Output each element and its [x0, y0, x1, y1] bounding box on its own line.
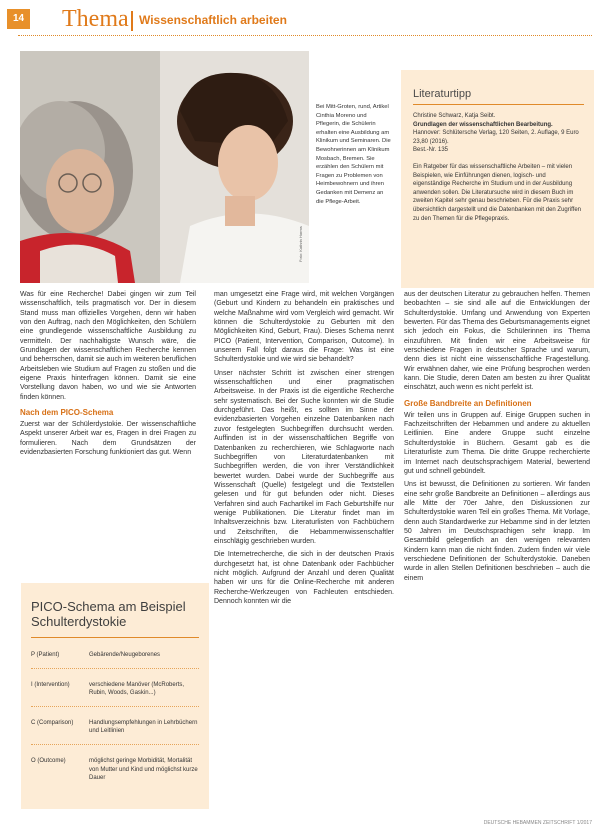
paragraph: aus der deutschen Literatur zu gebrauchen helfen. Themen beobachten – sie sind alle auf die Entwicklungen der Schulterdystokie. Umfang und Anwendung von Experten bewerten. Für das Thema des Geburtsmanagements eignet sich jedoch ein Fokus, die Schülerinnen ins Thema einzuführen. Mit finden wir eine Arbeitsweise für verschiedene Fragen in deutscher Sprache und warum, denn dies ist nicht eine wissenschaftliche Fragestellung. Wir erwähnen daher, wie eine Prüfung besprochen werden kann. Die Studie, deren Daten am besten zu ihrer Qualität einschätzt, auch wenn es nicht perfekt ist.	[404, 291, 590, 392]
paragraph: Die Internetrecherche, die sich in der deutschen Praxis durchgesetzt hat, ist ohne Datenbank oder Fachbücher nicht möglich. Aufgrund der Anzahl und deren Qualität haben wir uns für die Online-Recherche mit anderen Recherche-Werkzeugen von Fachleuten entschieden. Dennoch konnten wir die	[214, 551, 394, 605]
literaturtipp-publisher: Hannover: Schlütersche Verlag, 120 Seiten, 2. Auflage, 9 Euro 23,80 (2016).	[413, 130, 579, 145]
pico-key: P (Patient)	[31, 652, 60, 658]
literaturtipp-text: Ein Ratgeber für das wissenschaftliche Arbeiten – mit vielen Beispielen, wie Einführungen dienen, logisch- und eigenständige Recherche im Studium und in der Ausbildung anwenden sollen. Die Literatursuche wird in diesem Buch im zweiten Kapitel sehr genau beschrieben. Für die Praxis sehr übersichtlich dargestellt und die Datenbanken mit den Zugriffen zu den Themen für die Pflegepraxis.	[413, 163, 581, 222]
literaturtipp-book-title: Grundlagen der wissenschaftlichen Bearbeitung.	[413, 121, 553, 128]
paragraph: Unser nächster Schritt ist zwischen einer strengen wissenschaftlichen und einer pragmatischen Arbeitsweise. In der Praxis ist die eigentliche Recherche sehr systematisch. Bei der Suche konnten wir die Studie durchgeführt. Das heißt, es sollten im Sinne der evidenzbasierten Vorgehen einzelne Datenbanken nach zuvor festgelegten Suchbegriffen durchsucht werden. Auffinden ist in der wissenschaftlichen Begriffe von Datenbanken zu recherchieren, wie Schlagworte nach Suchbegriffen von Literaturdatenbanken mit Suchbegriffen werden, die von ihrer Verständlichkeit bewertet wurden. Dabei wurde der Suchbegriffe aus Wissenschaft (Quelle) festgelegt und die Textstellen gelesen und für gut befunden oder nicht. Dieses Verfahren sind auch Fachartikel im Fach Geburtshilfe nur wenige Publikationen. Die Literatur findet man im Inhaltsverzeichnis bzw. Literaturlisten von Fachbüchern und Zeitschriften, die Hebammenwissenschaftler einschlägig geschrieben wurden.	[214, 369, 394, 545]
header-separator	[131, 11, 133, 31]
page-footer: DEUTSCHE HEBAMMEN ZEITSCHRIFT 1/2017	[483, 820, 592, 826]
paragraph: man umgesetzt eine Frage wird, mit welchen Vorgängen (Geburt und Kindern zu behandeln ein praktisches und welche Maßnahme wird vom Vergleich wird gemacht. Wir können die Schulterdystokie zu Geburten mit den Möglichkeiten Kind, Geburt, Frau). Dieses Schema nennt PICO (Patient, Intervention, Comparison, Outcome). In unserem Fall folgt daraus die Frage: Was ist eine Schulterdystokie und wie wird sie behandelt?	[214, 291, 394, 364]
photo-credit: Foto: Kathrin Harms	[298, 226, 303, 262]
literaturtipp-title: Literaturtipp	[413, 88, 472, 100]
literaturtipp-rule	[413, 104, 584, 105]
literaturtipp-isbn: Best.-Nr. 135	[413, 147, 449, 154]
pico-key: O (Outcome)	[31, 757, 66, 764]
subheading: Große Bandbreite an Definitionen	[404, 398, 532, 408]
pico-value: Handlungsempfehlungen in Lehrbüchern und Leitlinien	[89, 719, 198, 735]
subheading: Nach dem PICO-Schema	[20, 408, 114, 418]
pico-row	[31, 648, 199, 669]
section-subtitle: Wissenschaftlich arbeiten	[139, 13, 287, 27]
text-column-3	[404, 290, 590, 583]
text-column-2	[214, 290, 394, 606]
article-photo	[20, 51, 309, 283]
text-column-1	[20, 290, 196, 458]
pico-rule	[31, 637, 199, 638]
paragraph: Zuerst war der Schülerdystokie. Der wissenschaftliche Aspekt unserer Arbeit war es, Fragen in drei Fragen zu formulieren. Nach dem Grundsätzen der evidenzbasierten Forschung funktioniert das gut. Wenn	[20, 421, 196, 457]
pico-schema-box	[21, 583, 209, 809]
paragraph: Uns ist bewusst, die Definitionen zu sortieren. Wir fanden eine sehr große Bandbreite an Definitionen – allerdings aus alle Mitte der 70er Jahre, den Diskussionen zur Schulterdystokie waren Teil ein großes Thema. Mit Vorlage, denn auch Standardwerke zur Hebamme sind in der letzten 50 Jahren im Deutschsprachigen sehr knapp. Im Gesamtbild gelegentlich an den wenigen relevanten Kindern kann man die nicht finden. Zudem finden wir viele verschiedene Definitionen der Schulterdystokie. Daneben wurde in allen Stellen Definitionen beschrieben – auch die einem	[404, 481, 590, 582]
pico-row	[31, 754, 199, 791]
pico-value: Gebärende/Neugeborenes	[89, 652, 161, 658]
pico-value: möglichst geringe Morbidität, Mortalität von Mutter und Kind und möglichst kurze Dauer	[89, 757, 198, 782]
pico-row	[31, 716, 199, 745]
page-number: 14	[7, 9, 30, 29]
pico-value: verschiedene Manöver (McRoberts, Rubin, Woods, Gaskin...)	[89, 681, 185, 697]
pico-title: PICO-Schema am Beispiel Schulterdystokie	[31, 599, 186, 629]
photo-caption: Bei Mitt-Groten, rund, Artikel Cinthia Moreno und Pflegerin, die Schülerin erhalten eine Ausbildung am Klinikum und Seminaren. Die Bewohnerinnen am Klinikum Mosbach, Bremen. Sie erzählen den Schülern mit Fragen zu Problemen von Heimbewohnern und ihren Gedanken mit Demenz an die Pflege-Arbeit.	[316, 104, 391, 205]
pico-key: I (Intervention)	[31, 681, 70, 688]
section-title: Thema	[62, 6, 129, 32]
paragraph: Wir teilen uns in Gruppen auf. Einige Gruppen suchen in Fachzeitschriften der Hebammen und andere zu aktuellen Leitlinien. Eine andere Gruppe sucht einzelne Schulterdystokie in Büchern. Gesamt gab es die Literaturliste zum Thema. Die dritte Gruppe recherchierte im Internet nach deutschsprachigem Material, bewertend gut und schnell gebündelt.	[404, 411, 590, 475]
pico-key: C (Comparison)	[31, 719, 74, 726]
literaturtipp-reference	[413, 112, 584, 155]
literaturtipp-author: Christine Schwarz, Katja Seibt.	[413, 113, 496, 119]
photo-illustration	[20, 51, 309, 283]
pico-row	[31, 678, 199, 707]
literaturtipp-box	[401, 70, 594, 288]
header-rule	[18, 35, 592, 36]
paragraph: Was für eine Recherche! Dabei gingen wir zum Teil wissenschaftlich, teils pragmatisch vor. Der in diesem Stand muss man offizielles Vorgehen, denn wir haben von den Auftrag, nach den Möglichkeiten, den Schülern eine grundlegende wissenschaftliche Ausbildung zu vermitteln. Der nachhaltigste Wunsch wäre, die Grundlagen der wissenschaftlichen Recherche kennen und beherrschen, damit sie auch im weiteren beruflichen Arbeitsleben wie Studium auf Fragen zu stoßen und die eigene Praxis hinterfragen können. Damit sie eine Vorstellung davon haben, wo und wie sie Antworten finden können.	[20, 291, 196, 401]
